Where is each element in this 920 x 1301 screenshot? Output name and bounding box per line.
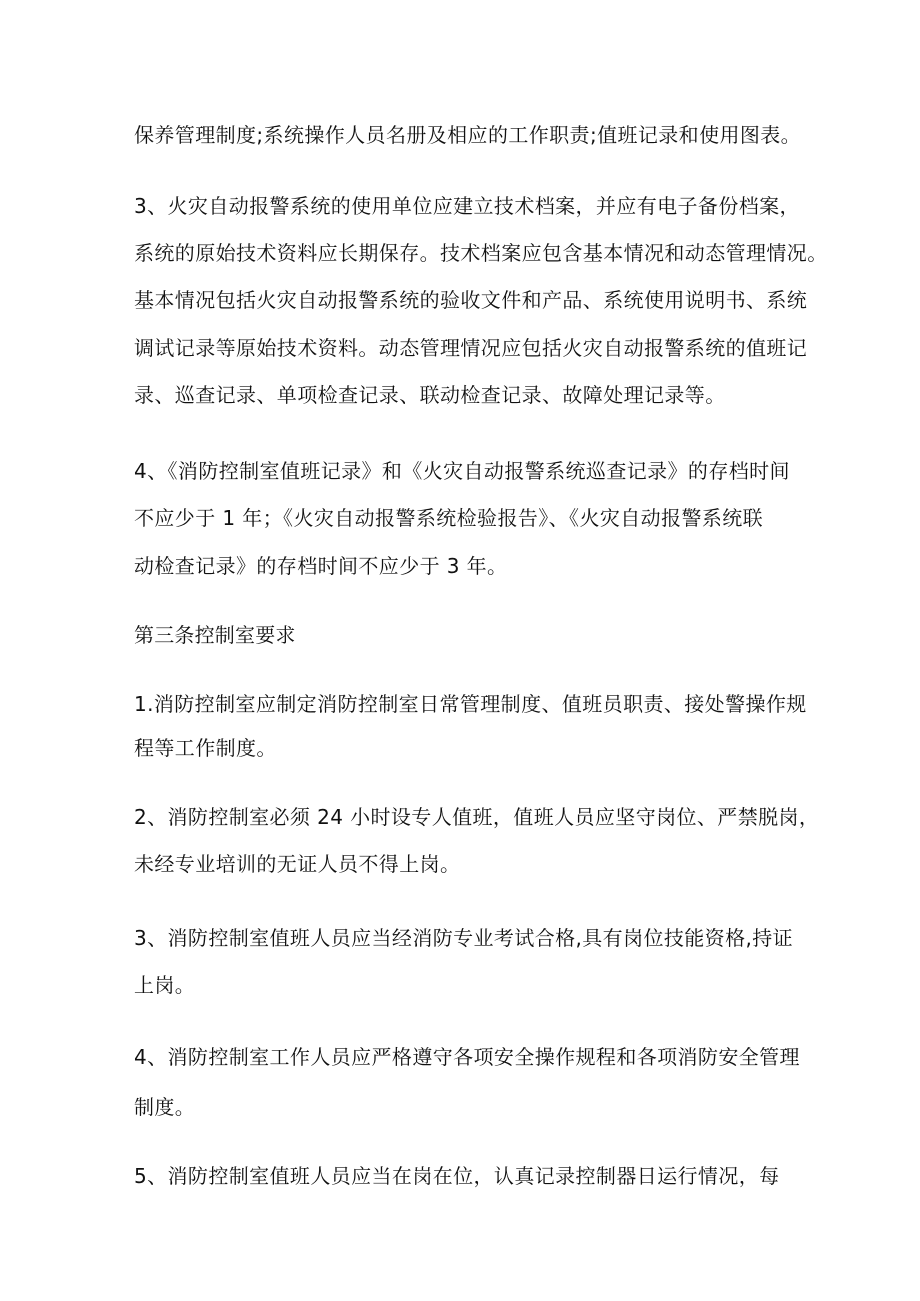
text-line: 3、消防控制室值班人员应当经消防专业考试合格,具有岗位技能资格,持证	[134, 926, 794, 950]
text-line: 录、巡查记录、单项检查记录、联动检查记录、故障处理记录等。	[134, 383, 726, 407]
text-line: 基本情况包括火灾自动报警系统的验收文件和产品、系统使用说明书、系统	[134, 288, 808, 312]
text-line: 程等工作制度。	[134, 736, 277, 760]
section-heading: 第三条控制室要求	[134, 623, 296, 647]
text-line: 上岗。	[134, 973, 196, 997]
text-line: 1.消防控制室应制定消防控制室日常管理制度、值班员职责、接处警操作规	[134, 692, 807, 716]
text-line: 2、消防控制室必须 24 小时设专人值班，值班人员应坚守岗位、严禁脱岗，	[134, 805, 820, 829]
text-line: 5、消防控制室值班人员应当在岗在位，认真记录控制器日运行情况，每	[134, 1164, 780, 1188]
text-line: 动检查记录》的存档时间不应少于 3 年。	[134, 554, 508, 578]
text-line: 4、《消防控制室值班记录》和《火灾自动报警系统巡查记录》的存档时间	[134, 459, 790, 483]
text-line: 不应少于 1 年；《火灾自动报警系统检验报告》、《火灾自动报警系统联	[134, 506, 764, 530]
text-line: 保养管理制度;系统操作人员名册及相应的工作职责;值班记录和使用图表。	[134, 123, 802, 147]
text-line: 未经专业培训的无证人员不得上岗。	[134, 852, 461, 876]
text-line: 调试记录等原始技术资料。动态管理情况应包括火灾自动报警系统的值班记	[134, 336, 808, 360]
text-line: 系统的原始技术资料应长期保存。技术档案应包含基本情况和动态管理情况。	[134, 241, 828, 265]
text-line: 4、消防控制室工作人员应严格遵守各项安全操作规程和各项消防安全管理	[134, 1045, 800, 1069]
text-line: 制度。	[134, 1095, 196, 1119]
text-line: 3、火灾自动报警系统的使用单位应建立技术档案，并应有电子备份档案，	[134, 194, 800, 218]
